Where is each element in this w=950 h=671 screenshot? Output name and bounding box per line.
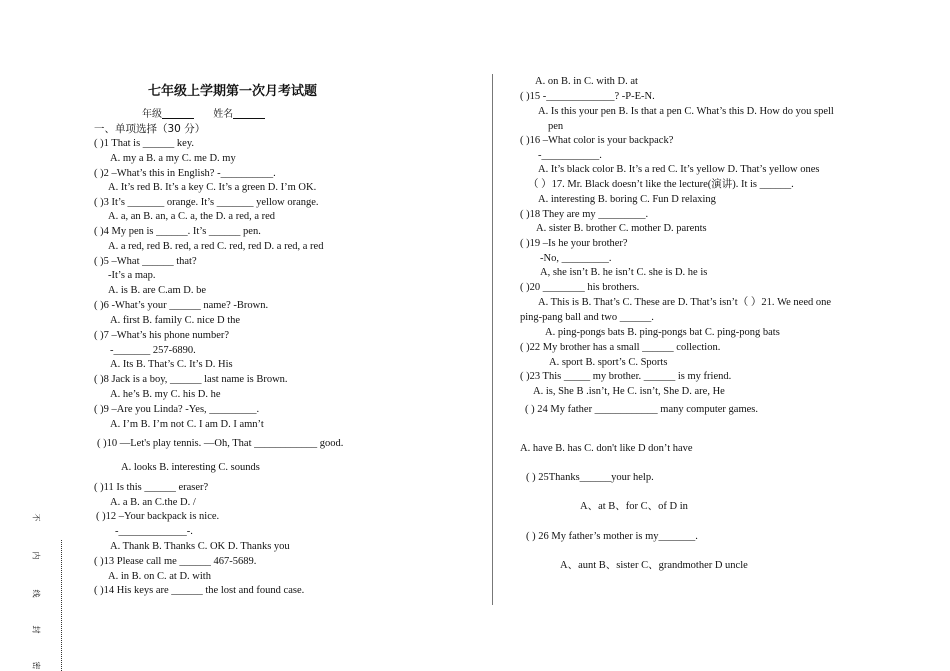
grade-blank[interactable] (162, 108, 194, 119)
right-line: ( )16 –What color is your backpack? (520, 135, 674, 146)
right-line: pen (548, 121, 564, 132)
binding-margin-char: 内 (31, 551, 41, 560)
right-line: A. on B. in C. with D. at (535, 76, 638, 87)
right-line: A. This is B. That’s C. These are D. That’s isn’t（ ）21. We need one (538, 297, 832, 308)
binding-margin-char: 密 (31, 661, 41, 670)
right-line: A, she isn’t B. he isn’t C. she is D. he is (540, 267, 708, 278)
left-line: A. in B. on C. at D. with (108, 571, 211, 582)
binding-margin-char: 封 (31, 625, 41, 634)
section-heading: 一、单项选择（30 分） (94, 123, 206, 135)
left-line: A. I’m B. I’m not C. I am D. I amn’t (110, 419, 264, 430)
right-line: A、aunt B、sister C、grandmother D uncle (560, 560, 748, 571)
right-line: A、at B、for C、of D in (580, 501, 688, 512)
right-line: A. sister B. brother C. mother D. parents (536, 223, 707, 234)
left-line: ( )12 –Your backpack is nice. (96, 511, 220, 522)
right-line: -No, _________. (540, 253, 612, 264)
right-line: ( )18 They are my _________. (520, 209, 649, 220)
left-line: A. first B. family C. nice D the (110, 315, 241, 326)
right-line: A. Is this your pen B. Is that a pen C. What’s this D. How do you spell (538, 106, 834, 117)
left-line: A. a, an B. an, a C. a, the D. a red, a red (108, 211, 276, 222)
name-label: 姓名 (213, 109, 234, 120)
left-line: -_____________-. (115, 526, 193, 537)
binding-dotted-line (61, 540, 62, 671)
left-line: ( )6 -What’s your ______ name? -Brown. (94, 300, 269, 311)
right-line: ( )19 –Is he your brother? (520, 238, 628, 249)
right-line: -___________. (538, 150, 602, 161)
left-line: A. Thank B. Thanks C. OK D. Thanks you (110, 541, 290, 552)
left-line: ( )11 Is this ______ eraser? (94, 482, 209, 493)
right-line: ( ) 24 My father ____________ many computer games. (525, 404, 758, 415)
left-line: A. looks B. interesting C. sounds (121, 462, 260, 473)
left-line: A. Its B. That’s C. It’s D. His (110, 359, 233, 370)
right-line: A. ping-pongs bats B. ping-pongs bat C. ping-pong bats (545, 327, 780, 338)
left-line: ( )7 –What’s his phone number? (94, 330, 230, 341)
right-line: ( ) 26 My father’s mother is my_______. (526, 531, 698, 542)
left-line: ( )1 That is ______ key. (94, 138, 195, 149)
left-line: ( )9 –Are you Linda? -Yes, _________. (94, 404, 260, 415)
grade-label: 年级 (142, 109, 162, 120)
left-line: ( )8 Jack is a boy, ______ last name is Brown. (94, 374, 288, 385)
left-line: A. a red, red B. red, a red C. red, red D. a red, a red (108, 241, 324, 252)
left-line: ( )2 –What’s this in English? -__________. (94, 168, 276, 179)
left-line: ( )5 –What ______ that? (94, 256, 197, 267)
student-fields (142, 105, 281, 120)
binding-margin-char: 线 (31, 589, 41, 598)
right-line: A. have B. has C. don't like D don’t have (520, 443, 693, 454)
left-line: ( )4 My pen is ______. It’s ______ pen. (94, 226, 261, 237)
right-line: （ ）17. Mr. Black doesn’t like the lecture(演讲). It is ______. (528, 179, 794, 190)
left-line: A. he’s B. my C. his D. he (110, 389, 221, 400)
binding-margin-text (30, 512, 50, 671)
left-line: A. is B. are C.am D. be (108, 285, 206, 296)
left-line: ( )13 Please call me ______ 467-5689. (94, 556, 257, 567)
right-line: ping-pang ball and two ______. (520, 312, 654, 323)
right-line: ( )22 My brother has a small ______ collection. (520, 342, 721, 353)
right-line: A. sport B. sport’s C. Sports (549, 357, 668, 368)
right-line: A. It’s black color B. It’s a red C. It’s yellow D. That’s yellow ones (538, 164, 820, 175)
name-blank[interactable] (233, 108, 265, 119)
left-line: ( )10 —Let's play tennis. —Oh, That ____________ good. (97, 438, 344, 449)
right-line: ( )20 ________ his brothers. (520, 282, 640, 293)
right-line: ( )23 This _____ my brother. ______ is my friend. (520, 371, 732, 382)
left-line: ( )3 It’s _______ orange. It’s _______ yellow orange. (94, 197, 319, 208)
right-line: A. is, She B .isn’t, He C. isn’t, She D. are, He (533, 386, 725, 397)
column-divider (492, 74, 493, 605)
right-line: ( )15 -_____________? -P-E-N. (520, 91, 655, 102)
left-line: A. It’s red B. It’s a key C. It’s a green D. I’m OK. (108, 182, 317, 193)
binding-margin-char: 不 (31, 513, 41, 522)
left-line: A. a B. an C.the D. / (110, 497, 196, 508)
right-line: A. interesting B. boring C. Fun D relaxing (538, 194, 716, 205)
page-title: 七年级上学期第一次月考试题 (147, 84, 317, 99)
left-line: ( )14 His keys are ______ the lost and found case. (94, 585, 305, 596)
left-line: A. my a B. a my C. me D. my (110, 153, 236, 164)
left-line: -_______ 257-6890. (110, 345, 196, 356)
right-line: ( ) 25Thanks______your help. (526, 472, 654, 483)
left-line: -It’s a map. (108, 270, 156, 281)
